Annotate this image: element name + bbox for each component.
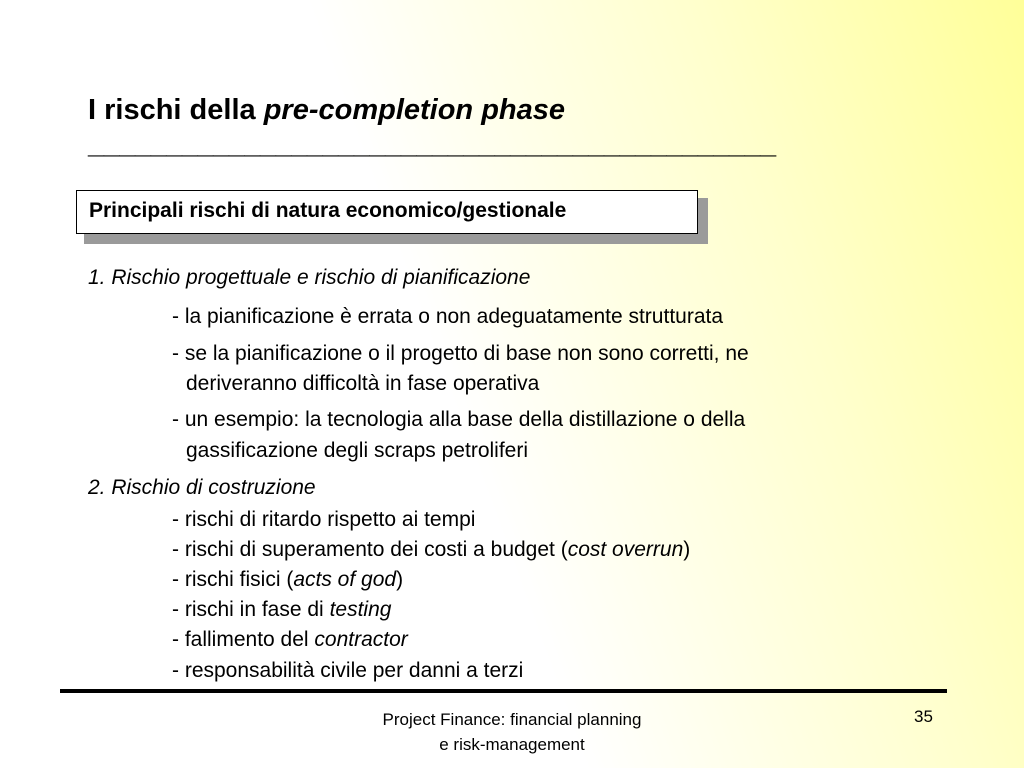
footer-caption-line2: e risk-management bbox=[439, 735, 585, 754]
section2-heading: 2. Rischio di costruzione bbox=[88, 476, 316, 499]
page-number: 35 bbox=[914, 707, 933, 726]
title-underline: ____________________________________________ bbox=[88, 128, 776, 160]
section2-item2-term: cost overrun bbox=[567, 538, 684, 561]
section2-item2-text: - rischi di superamento dei costi a budget ( bbox=[172, 538, 568, 561]
section1-item3-line1: - un esempio: la tecnologia alla base della distillazione o della bbox=[172, 408, 746, 431]
heading-box-text: Principali rischi di natura economico/gestionale bbox=[89, 199, 567, 222]
footer-divider bbox=[60, 689, 947, 693]
slide-title bbox=[88, 94, 565, 127]
section1-item1: - la pianificazione è errata o non adeguatamente strutturata bbox=[172, 305, 724, 328]
section2-item3-close: ) bbox=[396, 568, 404, 591]
section1-heading: 1. Rischio progettuale e rischio di pianificazione bbox=[88, 266, 531, 289]
section1-item3-line2: gassificazione degli scraps petroliferi bbox=[186, 439, 528, 462]
section2-item4 bbox=[172, 598, 391, 622]
section2-item3-text: - rischi fisici ( bbox=[172, 568, 294, 591]
section2-item2 bbox=[172, 538, 690, 562]
section2-item6: - responsabilità civile per danni a terzi bbox=[172, 659, 524, 682]
footer-caption bbox=[362, 707, 662, 757]
section2-item5 bbox=[172, 628, 408, 652]
section2-item4-term: testing bbox=[329, 598, 392, 621]
section1-item2-line1: - se la pianificazione o il progetto di base non sono corretti, ne bbox=[172, 342, 749, 365]
section2-item5-text: - fallimento del bbox=[172, 628, 315, 651]
slide-title-italic: pre-completion phase bbox=[263, 94, 566, 126]
section2-item1: - rischi di ritardo rispetto ai tempi bbox=[172, 508, 476, 531]
section1-item2-line2: deriveranno difficoltà in fase operativa bbox=[186, 372, 540, 395]
footer-caption-line1: Project Finance: financial planning bbox=[382, 710, 642, 729]
heading-box bbox=[76, 190, 698, 234]
section2-item5-term: contractor bbox=[314, 628, 408, 651]
section2-item2-close: ) bbox=[683, 538, 691, 561]
slide-title-plain: I rischi della bbox=[88, 94, 264, 126]
section2-item3-term: acts of god bbox=[293, 568, 397, 591]
section2-item3 bbox=[172, 568, 403, 592]
section2-item4-text: - rischi in fase di bbox=[172, 598, 330, 621]
